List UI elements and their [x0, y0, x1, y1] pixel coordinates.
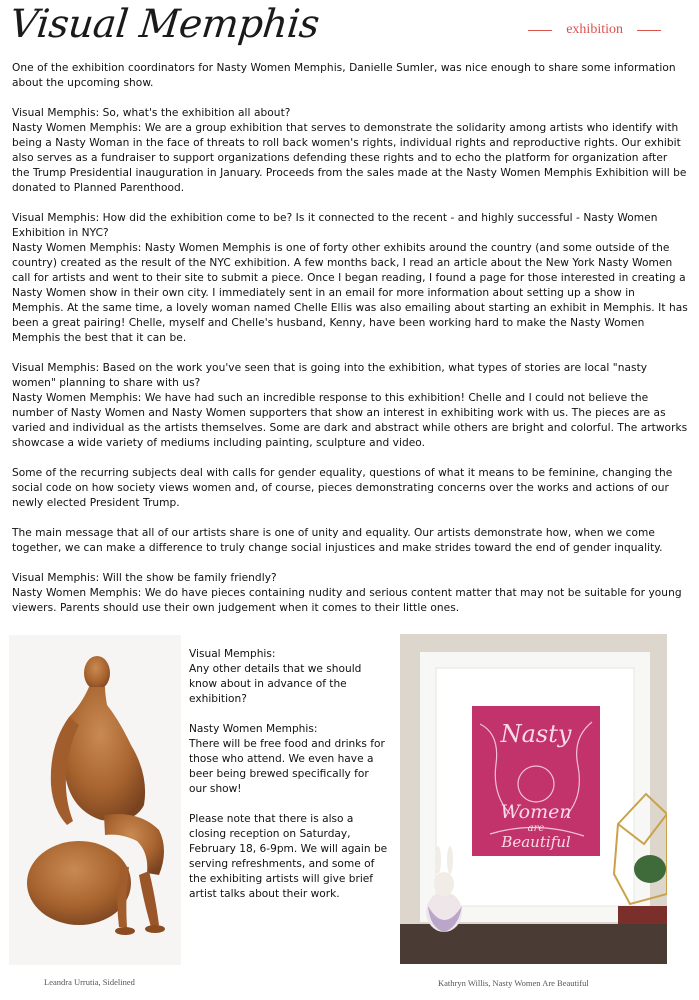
section-tag-label: exhibition — [566, 22, 623, 37]
question-paragraph: Visual Memphis: Will the show be family friendly? — [12, 572, 277, 584]
speaker-label: Nasty Women Memphis: — [189, 723, 318, 735]
artwork-word-1: Nasty — [500, 720, 572, 748]
answer-paragraph: Nasty Women Memphis: We are a group exhibition that serves to demonstrate the solidarity among artists who identify with being a Nasty Woman in the face of threats to roll back women's rights, individual rights and reproductive rights. Our exhibit also serves as a fundraiser to support organizations defending these rights and to echo the platform for organization after the Trump Presidential inauguration in January. Proceeds from the sales made at the Nasty Women Memphis Exhibition will be donated to Planned Parenthood. — [12, 122, 687, 194]
answer-text: There will be free food and drinks for those who attend. We even have a beer being brewed specifically for our show! — [189, 738, 385, 795]
question-text: Any other details that we should know about in advance of the exhibition? — [189, 663, 362, 705]
sidebar-answer — [189, 722, 389, 797]
answer-paragraph: Nasty Women Memphis: We have had such an incredible response to this exhibition! Chelle and I could not believe the number of Nasty Women and Nasty Women supporters that show an interest in exhibiting work with us. The pieces are as varied and individual as the artists themselves. Some are dark and abstract while others are bright and colorful. The artworks showcase a wide variety of mediums including painting, sculpture and video. — [12, 392, 688, 449]
body-paragraph: The main message that all of our artists share is one of unity and equality. Our artists demonstrate how, when we come together, we can make a difference to truly change social injustices and make strides toward the end of gender inquality. — [12, 527, 663, 554]
speaker-label: Visual Memphis: — [189, 648, 276, 660]
closing-note: Please note that there is also a closing reception on Saturday, February 18, 6-9pm. We will again be serving refreshments, and some of the exhibiting artists will give brief artist talks about their work. — [189, 813, 388, 900]
divider-right — [637, 30, 661, 31]
sculpture-photo — [9, 635, 181, 965]
artwork-word-2: Women — [500, 801, 572, 823]
section-tag[interactable] — [528, 22, 661, 38]
question-paragraph: Visual Memphis: How did the exhibition come to be? Is it connected to the recent - and highly successful - Nasty Women Exhibition in NYC? — [12, 212, 658, 239]
divider-left — [528, 30, 552, 31]
artwork-word-4: Beautiful — [501, 833, 571, 851]
article-body — [12, 61, 688, 616]
caption-right: Kathryn Willis, Nasty Women Are Beautiful — [438, 978, 589, 988]
sidebar-question — [189, 647, 389, 707]
answer-paragraph: Nasty Women Memphis: We do have pieces containing nudity and serious content matter that may not be suitable for young viewers. Parents should use their own judgement when it comes to their little ones. — [12, 587, 682, 614]
artwork-word-3: are — [527, 823, 545, 834]
answer-paragraph: Nasty Women Memphis: Nasty Women Memphis is one of forty other exhibits around the country (and some outside of the country) created as the result of the NYC exhibition. A few months back, I read an article about the New York Nasty Women call for artists and went to their site to submit a piece. Once I began reading, I found a page for those interested in creating a Nasty Women show in their own city. I immediately sent in an email for more information about setting up a show in Memphis. At the same time, a lovely woman named Chelle Ellis was also emailing about starting an exhibit in Memphis. It has been a great pairing! Chelle, myself and Chelle's husband, Kenny, have been working hard to make the Nasty Women Memphis the best that it can be. — [12, 242, 688, 344]
sculpture-illustration — [9, 635, 181, 965]
body-paragraph: Some of the recurring subjects deal with calls for gender equality, questions of what it means to be feminine, changing the social code on how society views women and, of course, pieces demonstrating concerns over the works and actions of our newly elected President Trump. — [12, 467, 673, 509]
framed-artwork-illustration — [400, 634, 667, 964]
masthead-title: Visual Memphis — [7, 2, 322, 47]
question-paragraph: Visual Memphis: So, what's the exhibition all about? — [12, 107, 291, 119]
sidebar-qa — [189, 647, 389, 917]
question-paragraph: Visual Memphis: Based on the work you've seen that is going into the exhibition, what types of stories are local "nasty women" planning to share with us? — [12, 362, 648, 389]
intro-paragraph: One of the exhibition coordinators for Nasty Women Memphis, Danielle Sumler, was nice enough to share some information about the upcoming show. — [12, 62, 676, 89]
caption-left: Leandra Urrutia, Sidelined — [44, 977, 135, 987]
framed-artwork-photo — [400, 634, 667, 964]
